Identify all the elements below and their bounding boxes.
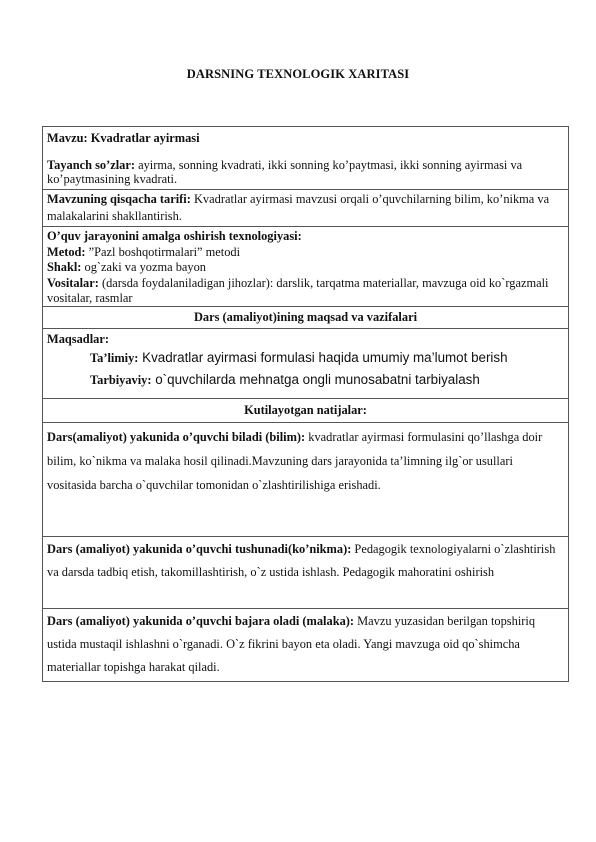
- document-title: DARSNING TEXNOLOGIK XARITASI: [186, 67, 410, 81]
- skill-result-label: Dars (amaliyot) yakunida o’quvchi tushunadi(ko’nikma):: [47, 542, 352, 556]
- keywords-label: Tayanch so’zlar:: [47, 157, 135, 172]
- brief-description-label: Mavzuning qisqacha tarifi:: [47, 192, 191, 206]
- goals-label: Maqsadlar:: [47, 332, 109, 346]
- brief-description-value: Kvadratlar ayirmasi mavzusi orqali o’quvchilarning bilim, ko’nikma va malakalarini shakllantirish.: [47, 192, 550, 223]
- process-technology-row: [43, 227, 568, 307]
- tools-value: (darsda foydalaniladigan jihozlar): darslik, tarqatma materiallar, mavzuga oid ko`rgazmali vositalar, rasmlar: [47, 275, 549, 305]
- topic-value: Kvadratlar ayirmasi: [87, 131, 200, 145]
- tools-label: Vositalar:: [47, 275, 99, 290]
- results-header-row: [43, 399, 568, 423]
- method-value: ”Pazl boshqotirmalari” metodi: [85, 244, 241, 259]
- brief-description-row: [43, 190, 568, 227]
- form-label: Shakl:: [47, 260, 82, 274]
- technology-map-table: [42, 126, 569, 682]
- competence-result-row: [43, 609, 568, 682]
- knowledge-result-value: kvadratlar ayirmasi formulasini qo’llashga doir bilim, ko`nikma va malaka hosil qilinadi.Mavzuning dars jarayonida ta’limning ilg`or usullari vositasida barcha o`quvchilar tomonidan o`zlashtirilishiga erishadi.: [47, 430, 543, 492]
- topic-line: [47, 131, 564, 146]
- results-header: Kutilayotgan natijalar:: [244, 403, 367, 417]
- keywords-line: [47, 158, 564, 187]
- topic-row: [43, 127, 568, 190]
- educational-goal: [47, 347, 564, 369]
- process-technology-heading: O’quv jarayonini amalga oshirish texnologiyasi:: [47, 229, 302, 243]
- upbringing-goal-value: o`quvchilarda mehnatga ongli munosabatni tarbiyalash: [151, 372, 480, 387]
- method-label: Metod:: [47, 244, 86, 259]
- skill-result-row: [43, 537, 568, 609]
- goals-row: [43, 329, 568, 399]
- educational-goal-value: Kvadratlar ayirmasi formulasi haqida umumiy ma’lumot berish: [138, 350, 508, 365]
- goals-header: Dars (amaliyot)ining maqsad va vazifalari: [193, 310, 418, 324]
- skill-result-value: Pedagogik texnologiyalarni o`zlashtirish va darsda tadbiq etish, takomillashtirish, o`z ustida ishlash. Pedagogik mahoratini oshirish: [47, 542, 556, 579]
- keywords-value: ayirma, sonning kvadrati, ikki sonning ko’paytmasi, ikki sonning ayirmasi va ko’paytmasining kvadrati.: [47, 157, 523, 186]
- upbringing-goal-label: Tarbiyaviy:: [90, 373, 152, 387]
- knowledge-result-row: [43, 423, 568, 537]
- goals-header-row: [43, 307, 568, 329]
- educational-goal-label: Ta’limiy:: [90, 351, 139, 365]
- form-value: og`zaki va yozma bayon: [81, 260, 206, 274]
- upbringing-goal: [47, 369, 564, 391]
- knowledge-result-label: Dars(amaliyot) yakunida o’quvchi biladi (bilim):: [47, 430, 306, 444]
- topic-label: Mavzu:: [47, 131, 88, 145]
- competence-result-label: Dars (amaliyot) yakunida o’quvchi bajara oladi (malaka):: [47, 614, 355, 628]
- competence-result-value: Mavzu yuzasidan berilgan topshiriq ustida mustaqil ishlashni o`rganadi. O`z fikrini bayon eta oladi. Yangi mavzuga oid qo`shimcha materiallar topishga harakat qiladi.: [47, 614, 536, 674]
